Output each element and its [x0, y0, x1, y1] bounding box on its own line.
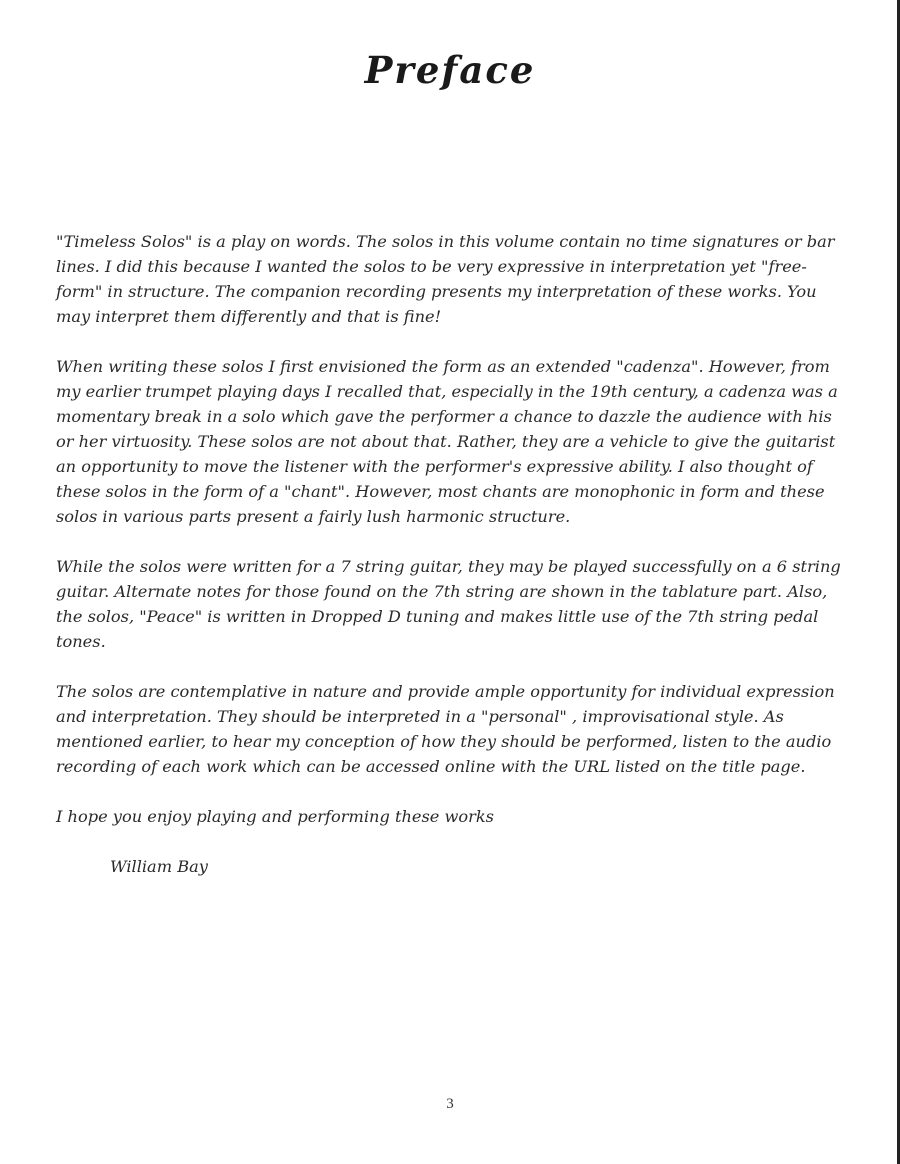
paragraph-3: While the solos were written for a 7 string guitar, they may be played successfully on a 6 string guitar. Alternate notes for those found on the 7th string are shown in the tablature part. Also, the solos, "Peace" is written in Dropped D tuning and makes little use of the 7th string pedal tones. [56, 557, 841, 651]
page-title: Preface [364, 48, 536, 92]
paragraph-4: The solos are contemplative in nature and provide ample opportunity for individual expression and interpretation. They should be interpreted in a "personal" , improvisational style. As mentioned earlier, to hear my conception of how they should be performed, listen to the audio recording of each work which can be accessed online with the URL listed on the title page. [56, 682, 835, 776]
paragraph-2: When writing these solos I first envisioned the form as an extended "cadenza". However, from my earlier trumpet playing days I recalled that, especially in the 19th century, a cadenza was a momentary break in a solo which gave the performer a chance to dazzle the audience with his or her virtuosity. These solos are not about that. Rather, they are a vehicle to give the guitarist an opportunity to move the listener with the performer's expressive ability. I also thought of these solos in the form of a "chant". However, most chants are monophonic in form and these solos in various parts present a fairly lush harmonic structure. [56, 357, 838, 526]
paragraph-5: I hope you enjoy playing and performing these works [56, 807, 494, 826]
page-number: 3 [446, 1096, 454, 1112]
preface-body [56, 229, 846, 879]
paragraph-1: "Timeless Solos" is a play on words. The solos in this volume contain no time signatures or bar lines. I did this because I wanted the solos to be very expressive in interpretation yet "free-form" in structure. The companion recording presents my interpretation of these works. You may interpret them differently and that is fine! [56, 232, 835, 326]
author-signature: William Bay [110, 857, 208, 876]
